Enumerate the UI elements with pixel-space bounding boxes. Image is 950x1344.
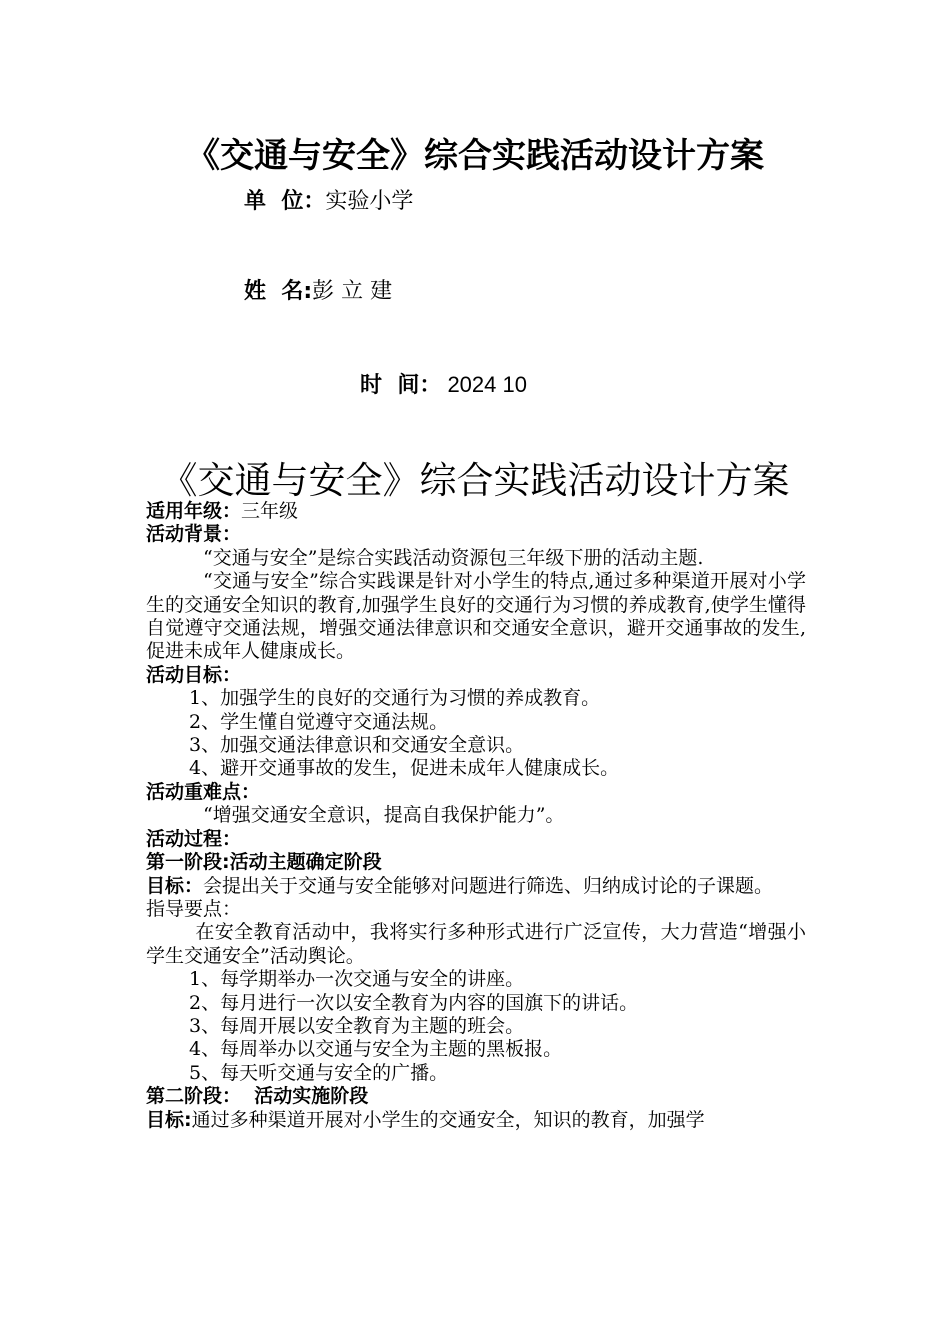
stage1-goal (146, 875, 806, 898)
cover-title: 《交通与安全》综合实践活动设计方案 (186, 136, 764, 176)
stage2-goal-label: 目标: (146, 1108, 192, 1131)
goal-item: 2、学生懂自觉遵守交通法规。 (189, 710, 449, 733)
guide-label: 指导要点： (146, 897, 242, 920)
stage1-heading: 第一阶段:活动主题确定阶段 (146, 851, 382, 874)
document-title: 《交通与安全》综合实践活动设计方案 (160, 459, 790, 502)
goals-heading: 活动目标： (146, 663, 242, 686)
guide-item: 4、每周举办以交通与安全为主题的黑板报。 (189, 1038, 563, 1061)
name-value: 彭 立 建 (312, 279, 393, 304)
guide-item: 2、每月进行一次以安全教育为内容的国旗下的讲话。 (189, 991, 639, 1014)
key-points-heading: 活动重难点： (146, 780, 261, 803)
grade-label: 适用年级： (146, 500, 242, 522)
stage1-goal-label: 目标： (146, 874, 204, 897)
name-label: 姓 名: (244, 279, 313, 304)
background-heading: 活动背景： (146, 523, 242, 546)
cover-time-line (360, 368, 527, 399)
cover-name-line (244, 274, 392, 305)
background-paragraph-1: “交通与安全”是综合实践活动资源包三年级下册的活动主题. (203, 546, 704, 569)
unit-value: 实验小学 (325, 189, 414, 214)
document-body (146, 500, 806, 1132)
stage2-goal (146, 1109, 806, 1132)
cover-unit-line (244, 184, 413, 215)
guide-item: 5、每天听交通与安全的广播。 (189, 1061, 449, 1084)
unit-label: 单 位： (244, 189, 326, 214)
guide-item: 1、每学期举办一次交通与安全的讲座。 (189, 968, 525, 991)
time-value: 2024 10 (441, 372, 527, 397)
process-heading: 活动过程： (146, 827, 242, 850)
background-paragraph-2: “交通与安全”综合实践课是针对小学生的特点,通过多种渠道开展对小学生的交通安全知识的教育,加强学生良好的交通行为习惯的养成教育,使学生懂得自觉遵守交通法规，增强交通法律意识和交通安全意识，避开交通事故的发生,促进未成年人健康成长。 (146, 570, 806, 663)
guide-text: 在安全教育活动中，我将实行多种形式进行广泛宣传，大力营造“增强小学生交通安全”活动舆论。 (146, 921, 806, 967)
key-points-text: “增强交通安全意识，提高自我保护能力”。 (203, 804, 565, 827)
grade-line (146, 500, 806, 523)
time-label: 时 间： (360, 373, 442, 398)
goal-item: 1、加强学生的良好的交通行为习惯的养成教育。 (189, 687, 601, 710)
stage2-heading: 第二阶段： 活动实施阶段 (146, 1085, 369, 1108)
guide-item: 3、每周开展以安全教育为主题的班会。 (189, 1014, 525, 1037)
goal-item: 3、加强交通法律意识和交通安全意识。 (189, 734, 525, 757)
stage1-goal-text: 会提出关于交通与安全能够对问题进行筛选、归纳成讨论的子课题。 (203, 874, 774, 897)
stage2-goal-text: 通过多种渠道开展对小学生的交通安全，知识的教育，加强学 (191, 1108, 705, 1131)
goal-item: 4、避开交通事故的发生，促进未成年人健康成长。 (189, 757, 620, 780)
grade-value: 三年级 (241, 500, 299, 522)
